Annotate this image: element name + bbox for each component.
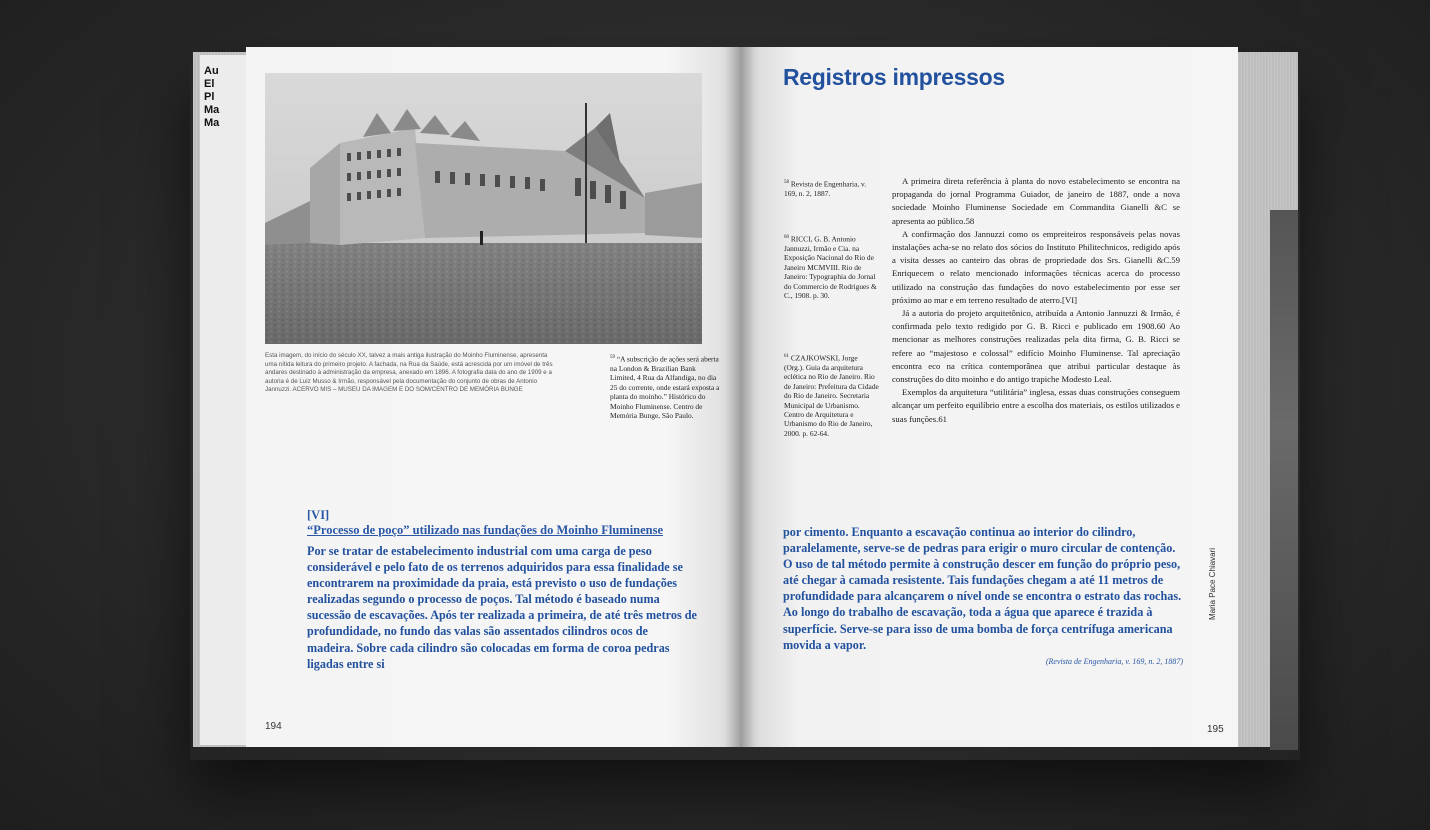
page-title: Registros impressos [783,64,1005,90]
page-number-left: 194 [265,721,282,732]
footnote-60 [784,233,879,300]
book-gutter-shadow [725,47,755,747]
page-number-right: 195 [1207,724,1224,735]
photo-illustration [265,73,702,344]
footnote-text: “A subscrição de ações será aberta na London & Brazilian Bank Limited, 4 Rua da Alfandiga, no dia 25 do corrente, onde estará exposta a planta do moinho.” Histórico do Moinho Fluminense. Centro de Memória Bunge, São Paulo. [610,354,720,420]
body-text [892,175,1180,426]
footnote-61 [784,352,879,438]
callout-continuation-text: por cimento. Enquanto a escavação continua ao interior do cilindro, paralelamente, serve-se de pedras para erigir o muro circular de contenção. O uso de tal método permite à construção descer em função do próprio peso, até chegar à camada resistente. Tais fundações chegam a até 11 metros de profundidade para alcançarem o nível onde se encontra o estrato das rochas. Ao longo do trabalho de escavação, toda a água que aparece é trazida à superfície. Serve-se para isso de uma bomba de força centrífuga americana movida a vapor. [783,525,1182,652]
footnote-58 [784,178,879,198]
callout-box-left [307,508,697,672]
footnote-number: 58 [784,180,789,185]
historic-building-photo [265,73,702,344]
next-page-photo-peek [1270,210,1298,750]
paragraph: Exemplos da arquitetura “utilitária” inglesa, essas duas construções conseguem alcançar um perfeito equilíbrio entre a escolha dos materiais, os estilos utilizados e suas funções.61 [892,387,1180,424]
footnote-number: 60 [784,235,789,240]
paragraph: A confirmação dos Jannuzzi como os empreiteiros responsáveis pelas novas instalações acha-se no relato dos sócios do Instituto Philitechnicos, redigido após a visita desses ao canteiro das obras de propriedade dos Srs. Gianelli &C.59 Enriquecem o relato mencionado informações técnicas acerca do processo utilizado na construção das fundações do novo estabelecimento por esse ser próximo ao mar e em terreno resultado de aterro.[VI] [892,228,1180,305]
peek-line: Au [204,65,219,77]
callout-tag: [VI] [307,508,330,522]
callout-source: (Revista de Engenharia, v. 169, n. 2, 1887) [1045,656,1183,666]
footnote-text: CZAJKOWSKI, Jorge (Org.). Guia da arquitetura eclética no Rio de Janeiro. Rio de Janeiro: Prefeitura da Cidade do Rio de Janeiro. Secretaria Municipal de Urbanismo. Centro de Arquitetura e Urbanismo do Rio de Janeiro, 2000. p. 62-64. [784,353,879,438]
peek-line: Ma [204,104,220,116]
footnote-text: Revista de Engenharia, v. 169, n. 2, 1887. [784,179,867,198]
paragraph: Já a autoria do projeto arquitetônico, atribuída a Antonio Jannuzzi & Irmão, é confirmada pelo texto redigido por G. B. Ricci e publicado em 1908.60 Ao mencionar as melhores construções realizadas pela dita firma, G. B. Ricci se refere ao “majestoso e colossal” edifício Moinho Fluminense. Tal apreciação encontra eco na crítica contemporânea que atribui particular destaque às construções do dito moinho e do antigo trapiche Modesto Leal. [892,308,1180,385]
photo-caption: Esta imagem, do início do século XX, talvez a mais antiga ilustração do Moinho Fluminense, apresenta uma nítida leitura do primeiro projeto. A fachada, na Rua da Saúde, está acrescida por um imóvel de três andares destinado à administração da empresa, anexado em 1896. A fotografia data do ano de 1909 e a autoria é de Luiz Musso & Irmão, responsável pela documentação do conjunto de obras de Antonio Jannuzzi. ACERVO MIS – MUSEU DA IMAGEM E DO SOM/CENTRO DE MEMÓRIA BUNGE [265,352,553,394]
footnote-number: 59 [610,355,615,360]
peek-line: El [204,78,215,90]
peek-line: Pl [204,91,215,103]
running-author: Maria Pace Chiavari [1208,547,1217,620]
paragraph: A primeira direta referência à planta do novo estabelecimento se encontra na propaganda do jornal Programma Guiador, de janeiro de 1887, onde a nova sociedade Moinho Fluminense Sociedade em Commandita Gianelli &C se apresenta ao público.58 [892,176,1180,226]
callout-box-right [783,524,1183,666]
footnote-59 [610,353,722,420]
footnote-text: RICCI, G. B. Antonio Jannuzzi, Irmão e Cia. na Exposição Nacional do Rio de Janeiro MCMVIII. Rio de Janeiro: Typographia do Jornal do Commercio de Rodrigues & C., 1908. p. 30. [784,234,877,300]
peek-line: Ma [204,117,220,129]
callout-heading: “Processo de poço” utilizado nas fundações do Moinho Fluminense [307,523,664,537]
footnote-number: 61 [784,354,789,359]
callout-text: Por se tratar de estabelecimento industrial com uma carga de peso considerável e pelo fato de os terrenos adquiridos para essa finalidade se encontrarem na proximidade da praia, está previsto o uso de fundações realizadas segundo o processo de poços. Tal método é baseado numa sucessão de escavações. Após ter realizada a primeira, de até três metros de profundidade, no fundo das valas são assentados cilindros ocos de madeira. Sobre cada cilindro são colocadas em forma de coroa pedras ligadas entre si [307,544,697,671]
previous-page-peek [200,55,246,745]
